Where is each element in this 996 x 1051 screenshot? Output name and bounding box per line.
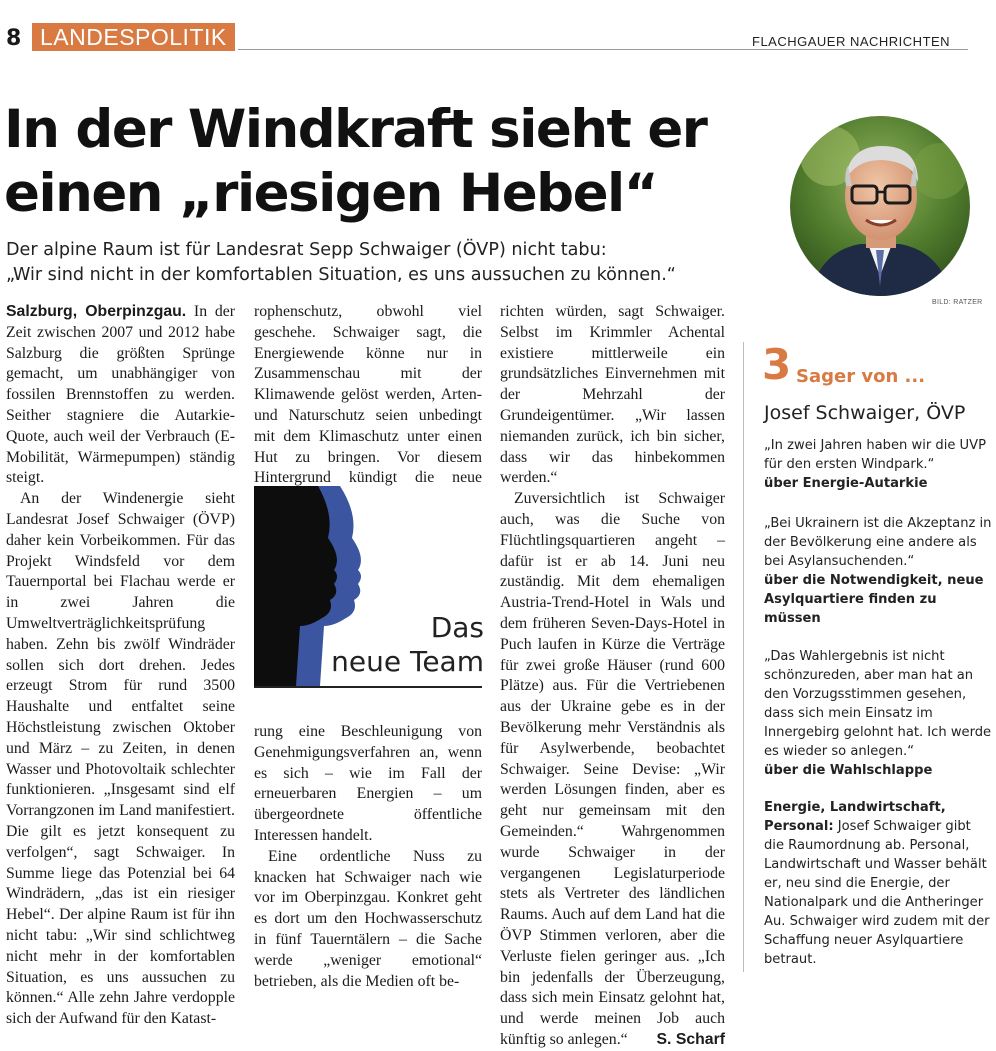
photo-credit: BILD: RATZER: [932, 299, 983, 306]
article-paragraph-3: rophenschutz, obwohl viel geschehe. Schwaiger sagt, die Energiewende könne nur in Zusammenschau mit der Klimawende gelöst werden, Arten- und Naturschutz seien unbedingt mit dem Klimaschutz unter einen Hut zu bringen. Vor diesem Hintergrund kündigt die neue: [254, 303, 482, 487]
sidebar-number: 3: [762, 340, 792, 389]
paragraph-text: Zuversichtlich ist Schwaiger auch, was die Suche von Flüchtlingsquartieren angeht – dafür ist er ab 14. Juni neu zuständig. Mit dem ehemaligen Austria-Trend-Hotel in Wals und dem früheren Seven-Days-Hotel in Puch laufen in Kürze die Verträge für zwei große Häuser (rund 600 Plätze) aus. Für die Vertriebenen aus der Ukraine gebe es in der Bevölkerung mehr Verständnis als für Asylwerbende, beobachtet Schwaiger. Seine Devise: „Wir werden Lösungen finden, aber es geht nur gemeinsam mit den Gemeinden.“ Wahrgenommen wurde Schwaiger in der vergangenen Legislaturperiode stets als Vertreter des ländlichen Raums. Auch auf dem Land hat die ÖVP Stimmen verloren, aber die Verluste fielen geringer aus. „Ich bin jedenfalls der Überzeugung, dass sich mein Einsatz gelohnt hat, und werde meinen Job auch künftig so anlegen.“: [500, 490, 725, 1048]
article-paragraph-1: [6, 302, 235, 489]
portfolio-label: Energie, Landwirtschaft, Personal:: [764, 800, 946, 834]
team-label-line-2: neue Team: [331, 645, 484, 678]
article-paragraph-7: [500, 489, 725, 1051]
paragraph-text: In der Zeit zwischen 2007 und 2012 habe Salzburg die größten Sprünge gemacht, um unabhängiger von fossilen Brennstoffen zu werden. Seither stagniere die Autarkie-Quote, auch weil der Verbrauch (E-Mobilität, Wärmepumpen) ständig steigt.: [6, 303, 235, 487]
team-graphic-label: [300, 611, 484, 679]
sidebar-portfolio: [764, 798, 994, 969]
quote-text: „Das Wahlergebnis ist nicht schönzureden, aber man hat an den Vorzugsstimmen gesehen, dass sich mein Einsatz im Innergebirg gelohnt hat. Ich werde es wieder so anlegen.“: [764, 649, 992, 759]
header-rule: [238, 49, 968, 50]
headline-line-1: In der Windkraft sieht er: [4, 99, 707, 160]
article-column-2-bottom: [254, 722, 482, 992]
portfolio-text: Josef Schwaiger gibt die Raumordnung ab. Personal, Landwirtschaft und Wasser behält er, neu sind die Energie, der Nationalpark und die Antheringer Au. Schwaiger wird zudem mit der Schaffung neuer Asylquartiere betraut.: [764, 819, 990, 967]
article-paragraph-2: An der Windenergie sieht Landesrat Josef Schwaiger (ÖVP) daher kein Vorbeikommen. Für das Projekt Windsfeld vor dem Tauernportal bei Flachau werde er in zwei Jahren die Umweltverträglichkeitsprüfung haben. Zehn bis zwölf Windräder sollen sich dort drehen. Jedes erzeugt Strom für rund 3500 Haushalte und entfaltet seine Höchstleistung zwischen Oktober und März – zu Zeiten, in denen Wasser und Photovoltaik schlechter funktionieren. „Insgesamt sind elf Vorrangzonen im Land manifestiert. Die gilt es jetzt konsequent zu verfolgen“, sagt Schwaiger. In Summe liege das Potenzial bei 64 Windrädern, „das ist ein riesiger Hebel“. Der alpine Raum ist für ihn nicht tabu: „Wir sind schlichtweg nicht mehr in der komfortablen Situation, es uns aussuchen zu können.“ Alle zehn Jahre verdopple sich der Aufwand für den Katast-: [6, 490, 235, 1028]
publication-name: FLACHGAUER NACHRICHTEN: [752, 34, 951, 49]
article-paragraph-4: rung eine Beschleunigung von Genehmigungsverfahren an, wenn es sich – wie im Fall der erneuerbaren Energien – um übergeordnete öffentliche Interessen handelt.: [254, 723, 482, 844]
page-number: 8: [6, 26, 22, 51]
team-graphic-rule: [254, 686, 482, 688]
section-label: LANDESPOLITIK: [32, 23, 235, 51]
article-column-2-top: [254, 302, 482, 510]
headline: [4, 98, 744, 226]
quote-topic: über die Wahlschlappe: [764, 763, 933, 778]
subhead-line-2: „Wir sind nicht in der komfortablen Situation, es uns aussuchen zu können.“: [6, 265, 676, 285]
article-paragraph-6: richten würden, sagt Schwaiger. Selbst im Krimmler Achental existiere mittlerweile ein grundsätzliches Einvernehmen mit der Mehrzahl der Grundeigentümer. „Wir lassen niemanden zurück, ich bin sicher, dass wir das hinbekommen werden.“: [500, 303, 725, 487]
quote-text: „In zwei Jahren haben wir die UVP für den ersten Windpark.“: [764, 438, 986, 472]
sidebar-rule: [743, 342, 744, 972]
subhead-line-1: Der alpine Raum ist für Landesrat Sepp Schwaiger (ÖVP) nicht tabu:: [6, 240, 607, 260]
portrait-photo: [790, 116, 970, 296]
quote-topic: über die Notwendigkeit, neue Asylquartiere finden zu müssen: [764, 573, 984, 626]
quote-text: „Bei Ukrainern ist die Akzeptanz in der Bevölkerung eine andere als bei Asylansuchenden.“: [764, 516, 992, 569]
headline-line-2: einen „riesigen Hebel“: [4, 163, 658, 224]
article-column-1: [6, 302, 235, 1030]
dateline: Salzburg, Oberpinzgau.: [6, 303, 187, 320]
sidebar-title: Sager von ...: [796, 366, 926, 387]
author-signature: S. Scharf: [656, 1030, 725, 1048]
sidebar-quote-2: [764, 514, 994, 628]
article-column-3: [500, 302, 725, 1051]
sidebar-quote-3: [764, 647, 994, 780]
sidebar-person: Josef Schwaiger, ÖVP: [764, 402, 966, 424]
team-label-line-1: Das: [430, 611, 484, 644]
sidebar-quote-1: [764, 436, 994, 493]
subheadline: [6, 238, 756, 288]
quote-topic: über Energie-Autarkie: [764, 476, 928, 491]
portrait-illustration: [790, 116, 970, 296]
article-paragraph-5: Eine ordentliche Nuss zu knacken hat Schwaiger nach wie vor im Oberpinzgau. Konkret geht es dort um den Hochwasserschutz in fünf Tauerntälern – die Sache werde „weniger emotional“ betrieben, als die Medien oft be-: [254, 847, 482, 990]
